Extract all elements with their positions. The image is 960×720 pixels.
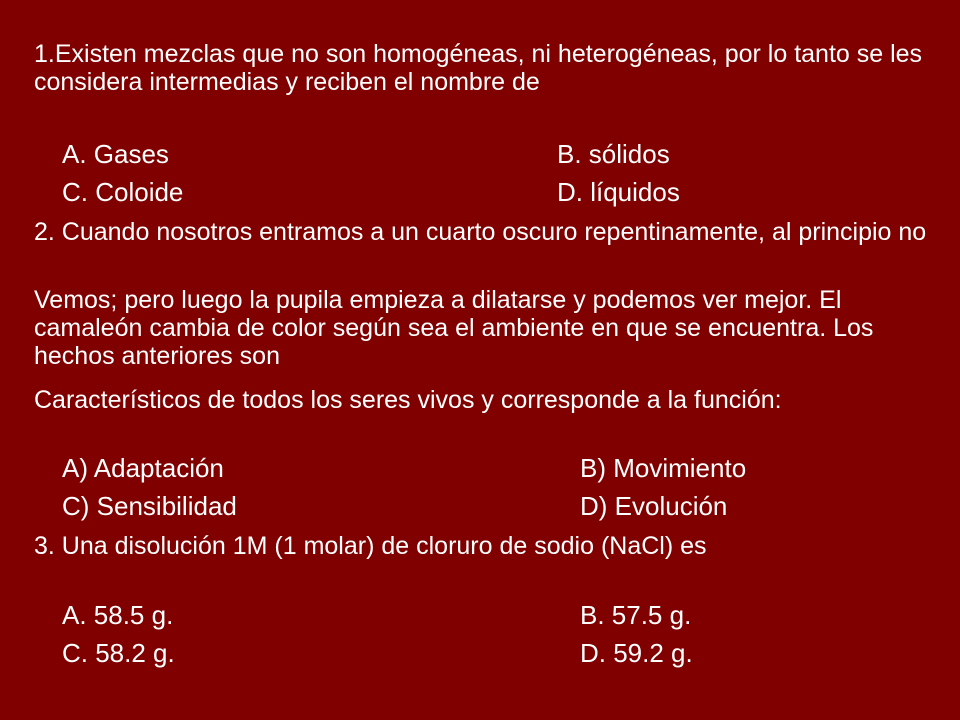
question-3-option-a: A. 58.5 g. <box>62 600 174 630</box>
question-3-option-b: B. 57.5 g. <box>580 600 692 630</box>
question-3-option-c: C. 58.2 g. <box>62 638 175 668</box>
question-3-option-d: D. 59.2 g. <box>580 638 693 668</box>
question-2-option-b: B) Movimiento <box>580 453 747 483</box>
question-2-option-c: C) Sensibilidad <box>62 491 237 521</box>
question-1-stem: 1.Existen mezclas que no son homogéneas, ni heterogéneas, por lo tanto se les considera intermedias y reciben el nombre de <box>34 40 923 96</box>
question-2-option-a: A) Adaptación <box>62 453 224 483</box>
question-2-stem-line-1: 2. Cuando nosotros entramos a un cuarto oscuro repentinamente, al principio no <box>34 218 927 246</box>
question-1-option-a: A. Gases <box>62 139 169 169</box>
question-1-option-d: D. líquidos <box>557 177 680 207</box>
question-2-option-d: D) Evolución <box>580 491 728 521</box>
question-1-option-b: B. sólidos <box>557 139 670 169</box>
question-3-stem: 3. Una disolución 1M (1 molar) de cloruro de sodio (NaCl) es <box>34 532 707 560</box>
question-2-stem-line-2: Vemos; pero luego la pupila empieza a dilatarse y podemos ver mejor. El camaleón cambia de color según sea el ambiente en que se encuentra. Los hechos anteriores son <box>34 286 874 370</box>
question-2-stem-line-3: Característicos de todos los seres vivos y corresponde a la función: <box>34 386 782 414</box>
question-1-option-c: C. Coloide <box>62 177 184 207</box>
